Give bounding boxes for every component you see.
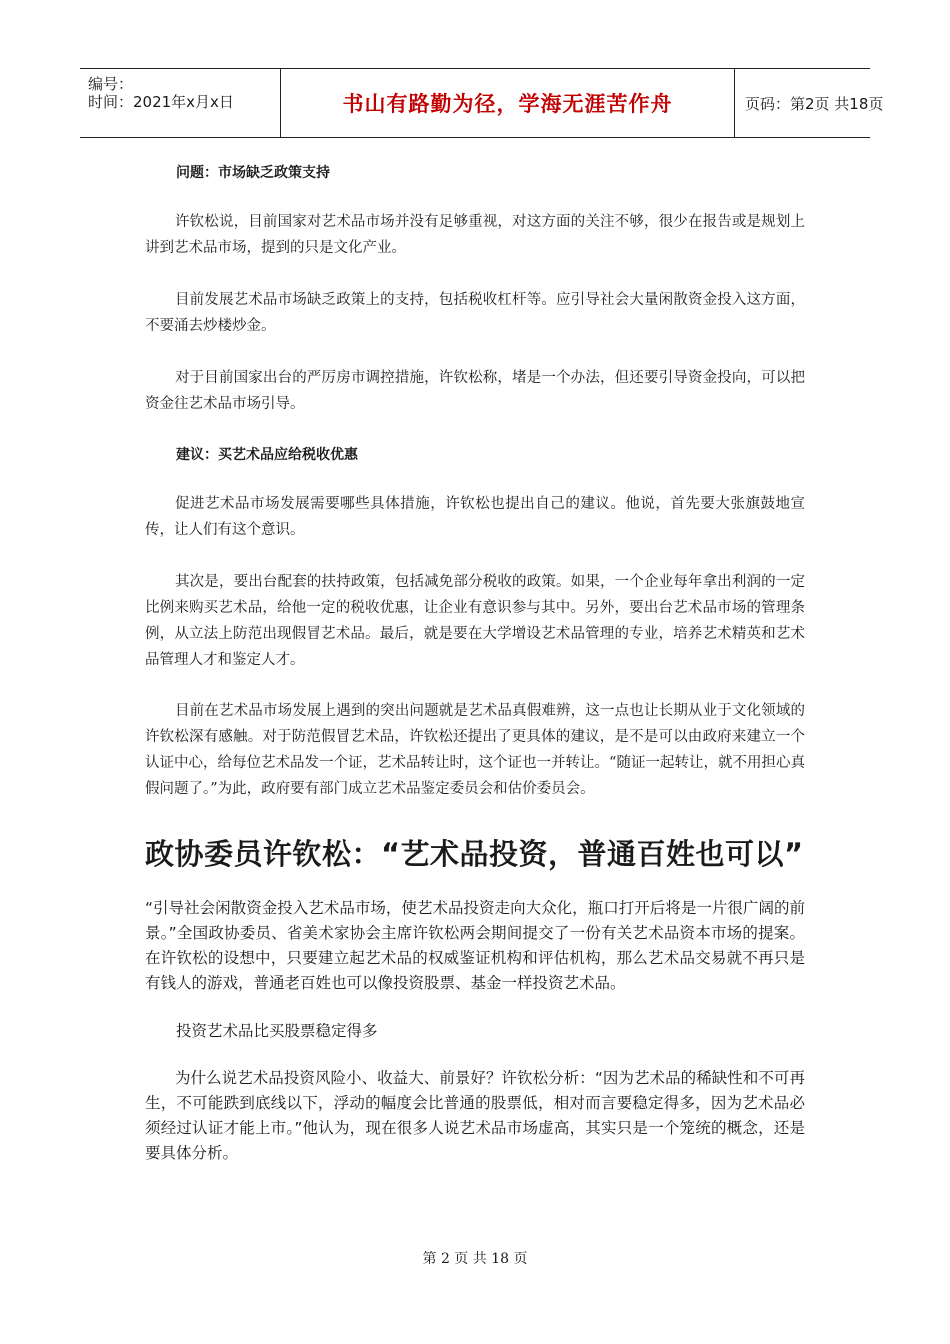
paragraph: 许钦松说，目前国家对艺术品市场并没有足够重视，对这方面的关注不够，很少在报告或是规划上讲到艺术品市场，提到的只是文化产业。 (145, 214, 805, 256)
paragraph: 对于目前国家出台的严厉房市调控措施，许钦松称，堵是一个办法，但还要引导资金投向，可以把资金往艺术品市场引导。 (145, 370, 805, 412)
subtitle-tax-suggestion: 建议：买艺术品应给税收优惠 (176, 447, 358, 463)
subtitle-investment-stability: 投资艺术品比买股票稳定得多 (176, 1022, 378, 1040)
page-footer: 第 2 页 共 18 页 (422, 1251, 528, 1267)
document-date-label: 时间：2021年x月x日 (88, 93, 234, 111)
paragraph: 目前发展艺术品市场缺乏政策上的支持，包括税收杠杆等。应引导社会大量闲散资金投入这方面，不要涌去炒楼炒金。 (145, 292, 805, 334)
document-number-label: 编号： (88, 75, 134, 93)
subtitle-market-policy: 问题：市场缺乏政策支持 (176, 165, 330, 181)
header-motto-cell (281, 69, 735, 137)
header-page-info: 页码：第2页 共18页 (745, 94, 884, 113)
paragraph: 目前在艺术品市场发展上遇到的突出问题就是艺术品真假难辨，这一点也让长期从业于文化领域的许钦松深有感触。对于防范假冒艺术品，许钦松还提出了更具体的建议，是不是可以由政府来建立一个认证中心，给每位艺术品发一个证，艺术品转让时，这个证也一并转让。“随证一起转让，就不用担心真假问题了。”为此，政府要有部门成立艺术品鉴定委员会和估价委员会。 (145, 703, 805, 797)
paragraph: “引导社会闲散资金投入艺术品市场，使艺术品投资走向大众化，瓶口打开后将是一片很广阔的前景。”全国政协委员、省美术家协会主席许钦松两会期间提交了一份有关艺术品资本市场的提案。在许钦松的设想中，只要建立起艺术品的权威鉴证机构和评估机构，那么艺术品交易就不再只是有钱人的游戏，普通老百姓也可以像投资股票、基金一样投资艺术品。 (145, 899, 805, 992)
header-meta-cell (80, 69, 281, 137)
article-heading: 政协委员许钦松：“艺术品投资，普通百姓也可以” (145, 837, 804, 871)
paragraph: 促进艺术品市场发展需要哪些具体措施，许钦松也提出自己的建议。他说，首先要大张旗鼓地宣传，让人们有这个意识。 (145, 496, 805, 538)
header-motto: 书山有路勤为径，学海无涯苦作舟 (342, 92, 673, 116)
paragraph: 为什么说艺术品投资风险小、收益大、前景好？许钦松分析：“因为艺术品的稀缺性和不可再生，不可能跌到底线以下，浮动的幅度会比普通的股票低，相对而言要稳定得多，因为艺术品必须经过认证才能上市。”他认为，现在很多人说艺术品市场虚高，其实只是一个笼统的概念，还是要具体分析。 (145, 1069, 805, 1162)
page-header (80, 68, 884, 138)
paragraph: 其次是，要出台配套的扶持政策，包括减免部分税收的政策。如果，一个企业每年拿出利润的一定比例来购买艺术品，给他一定的税收优惠，让企业有意识参与其中。另外，要出台艺术品市场的管理条例，从立法上防范出现假冒艺术品。最后，就是要在大学增设艺术品管理的专业，培养艺术精英和艺术品管理人才和鉴定人才。 (145, 574, 805, 668)
header-page-cell (735, 69, 884, 137)
